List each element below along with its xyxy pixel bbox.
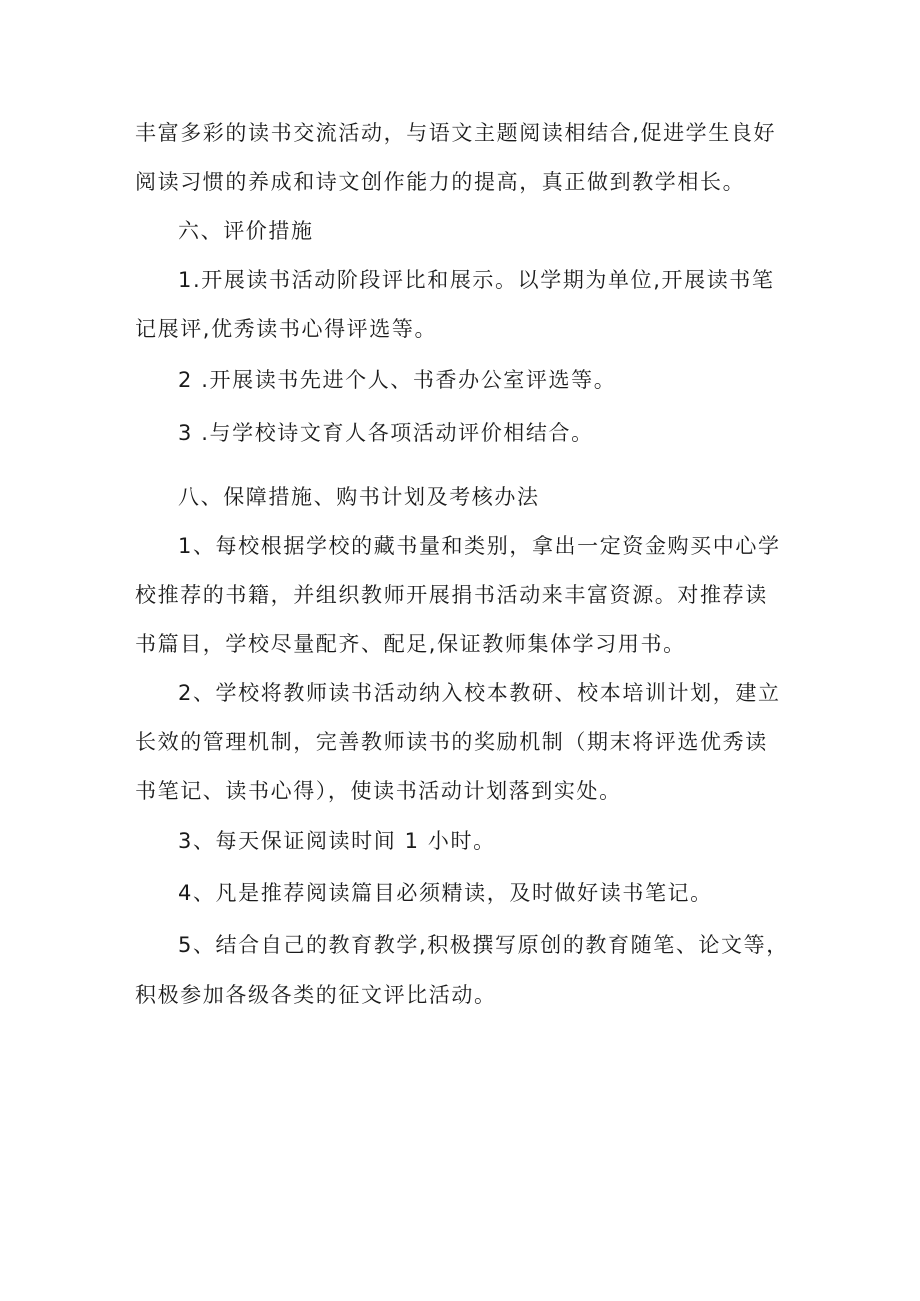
paragraph-line: 3、每天保证阅读时间 1 小时。 (178, 829, 496, 853)
paragraph-line: 校推荐的书籍，并组织教师开展捐书活动来丰富资源。对推荐读 (135, 583, 768, 607)
paragraph-line: 4、凡是推荐阅读篇目必须精读，及时做好读书笔记。 (178, 881, 713, 905)
paragraph-line: 积极参加各级各类的征文评比活动。 (135, 983, 497, 1007)
paragraph-line: 丰富多彩的读书交流活动，与语文主题阅读相结合,促进学生良好 (135, 121, 777, 145)
paragraph-line: 书笔记、读书心得），使读书活动计划落到实处。 (135, 779, 622, 803)
paragraph-line: 书篇目，学校尽量配齐、配足,保证教师集体学习用书。 (135, 632, 686, 656)
paragraph-line: 1.开展读书活动阶段评比和展示。以学期为单位,开展读书笔 (178, 268, 775, 292)
paragraph-line: 记展评,优秀读书心得评选等。 (135, 317, 438, 341)
section-heading: 六、评价措施 (178, 219, 314, 243)
paragraph-line: 5、结合自己的教育教学,积极撰写原创的教育随笔、论文等， (178, 933, 789, 957)
paragraph-line: 2、学校将教师读书活动纳入校本教研、校本培训计划，建立 (178, 681, 781, 705)
paragraph-line: 3 .与学校诗文育人各项活动评价相结合。 (178, 421, 594, 445)
paragraph-line: 2 .开展读书先进个人、书香办公室评选等。 (178, 368, 617, 392)
paragraph-line: 长效的管理机制，完善教师读书的奖励机制（期末将评选优秀读 (135, 730, 768, 754)
section-heading: 八、保障措施、购书计划及考核办法 (178, 485, 540, 509)
paragraph-line: 1、每校根据学校的藏书量和类别，拿出一定资金购买中心学 (178, 534, 781, 558)
paragraph-line: 阅读习惯的养成和诗文创作能力的提高，真正做到教学相长。 (135, 170, 746, 194)
